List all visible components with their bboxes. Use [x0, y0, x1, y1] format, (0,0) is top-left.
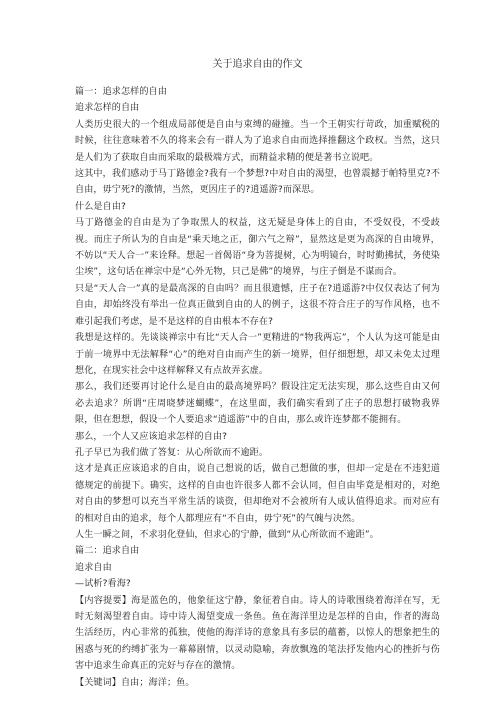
- body-paragraph: 这才是真正应该追求的自由，说自己想说的话，做自己想做的事，但却一定是在不违犯道德规定的前提下。确实，这样的自由也许很多人都不会认同，但自由毕竟是相对的，对绝对自由的梦想可以充当平常生活的谈资，但却绝对不会被所有人成认值得追求。而对应有的相对自由的追求，每个人都理应有“不自由，毋宁死”的气魄与决然。: [75, 464, 440, 524]
- body-paragraph: 只是“天人合一”真的是最高深的自由吗？而且很遗憾，庄子在?逍遥游?中仅仅表达了何为自由，却始终没有举出一位真正做到自由的人的例子，这很不符合庄子的写作风格，也不难引起我们考虑，是不是这样的自由根本不存在?: [75, 283, 440, 327]
- keywords-paragraph: 【关键词】自由；海洋；鱼。: [75, 677, 195, 688]
- body-paragraph: 孔子早已为我们做了答复：从心所欲而不逾距。: [75, 447, 269, 458]
- body-paragraph: 什么是自由?: [75, 201, 126, 212]
- body-paragraph: 那么，我们还要再讨论什么是自由的最高境界吗？假设注定无法实现，那么这些自由又何必去追求？所谓“庄周晓梦迷蝴蝶”，在这里面，我们确实看到了庄子的思想打破物我界限，但在想想，假设一个人要追求“逍遥游”中的自由，那么或许连梦都不能拥有。: [75, 382, 440, 426]
- body-paragraph: 我想是这样的。先谈谈禅宗中有比“天人合一”更精进的“物我两忘”，个人认为这可能是由于前一境界中无法解释“心”的绝对自由而产生的新一境界，但仔细想想，却又未免太过理想化，在现实社会中这样解释又有点故弄玄虚。: [75, 333, 440, 376]
- abstract-paragraph: 【内容提要】海是蓝色的，他象征这宁静，象征着自由。诗人的诗歌围绕着海洋在写，无时无刻渴望着自由。诗中诗人渴望变成一条鱼。鱼在海洋里边是怎样的自由，作者的海岛生活经历，内心非常的孤独，使他的海洋诗的意象具有多层的蕴蓄，以惊人的想象把生的困惑与死的约缚扩张为一幕幕剧情，以灵动隐喻，奔放飘逸的笔法抒发他内心的挫折与伤害中追求生命真正的完好与存在的激情。: [75, 595, 440, 672]
- body-paragraph: 人生一瞬之间，不求羽化登仙，但求心的宁静，做到“从心所欲而不逾距”。: [75, 529, 379, 540]
- article-title: 追求怎样的自由: [75, 103, 140, 114]
- document-title: 关于追求自由的作文: [212, 59, 303, 70]
- article-title: 追求自由: [75, 562, 112, 573]
- document-body: [75, 84, 440, 691]
- section-heading: 篇二：追求自由: [75, 546, 140, 557]
- article-subtitle: —试析?看海?: [75, 579, 131, 590]
- body-paragraph: 那么，一个人又应该追求怎样的自由?: [75, 431, 228, 442]
- body-paragraph: 马丁路德金的自由是为了争取黑人的权益，这无疑是身体上的自由，不受奴役，不受歧视。而庄子所认为的自由是“乘天地之正，御六气之辩”，显然这是更为高深的自由境界，不妨以“天人合一”来诠释。想起一首偈语“身为菩提树，心为明镜台，时时勤拂拭，务使染尘埃”，这句话在禅宗中是“心外无物，只己是佛”的境界，与庄子倒是不谋而合。: [75, 218, 440, 278]
- section-heading: 篇一：追求怎样的自由: [75, 87, 167, 97]
- body-paragraph: 这其中，我们感动于马丁路德金?我有一个梦想?中对自由的渴望，也曾震撼于帕特里克?不自由，毋宁死?的激情，当然，更因庄子的?逍遥游?而深思。: [75, 169, 440, 196]
- body-paragraph: 人类历史很大的一个组成局部便是自由与束缚的碰撞。当一个王朝实行苛政，加重赋税的时候，往往意味着不久的将来会有一群人为了追求自由而选择推翻这个政权。当然，这只是人们为了获取自由而采取的最极端方式，而精益求精的便是著书立说吧。: [75, 119, 440, 163]
